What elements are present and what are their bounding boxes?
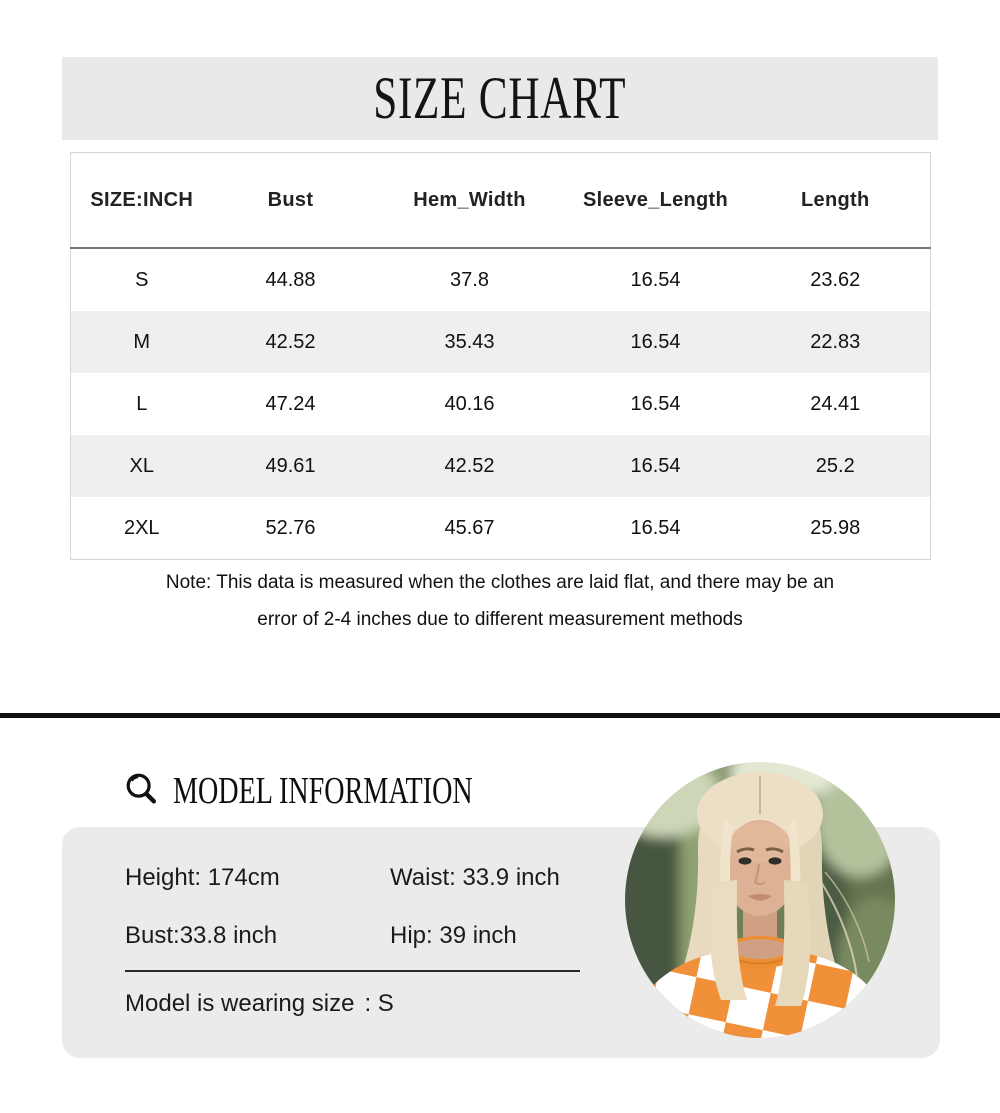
table-cell: 42.52 <box>265 330 316 353</box>
model-photo <box>625 762 895 1038</box>
table-cell: 44.88 <box>265 268 316 291</box>
measurement-note <box>0 564 1000 638</box>
table-cell: 23.62 <box>810 268 861 291</box>
table-cell: 37.8 <box>450 268 489 291</box>
stats-divider-line <box>125 970 580 972</box>
column-header: Sleeve_Length <box>571 153 741 249</box>
model-wearing-size <box>125 990 394 1018</box>
table-cell: 22.83 <box>810 330 861 353</box>
column-header: Hem_Width <box>369 153 571 249</box>
table-cell: 24.41 <box>810 392 861 415</box>
table-cell: 42.52 <box>444 454 495 477</box>
table-row <box>71 248 931 311</box>
section-divider <box>0 713 1000 718</box>
table-cell: L <box>136 392 148 415</box>
table-cell: 45.67 <box>444 516 495 539</box>
table-cell: 49.61 <box>265 454 316 477</box>
stat-item: Hip: 39 inch <box>390 922 517 949</box>
column-header: SIZE:INCH <box>71 153 213 249</box>
table-header-row <box>71 153 931 249</box>
table-cell: 16.54 <box>630 454 681 477</box>
table-cell: 25.98 <box>810 516 861 539</box>
table-cell: 35.43 <box>444 330 495 353</box>
magnifier-icon <box>122 770 160 813</box>
stat-item: Waist: 33.9 inch <box>390 864 560 891</box>
note-line: error of 2-4 inches due to different measurement methods <box>257 609 743 630</box>
table-cell: 16.54 <box>630 392 681 415</box>
size-chart-banner <box>62 57 938 140</box>
table-cell: S <box>135 268 149 291</box>
size-chart-table <box>70 152 931 560</box>
column-header: Length <box>741 153 931 249</box>
wearing-label: Model is wearing size <box>125 990 355 1017</box>
table-cell: 16.54 <box>630 330 681 353</box>
table-cell: 47.24 <box>265 392 316 415</box>
table-row <box>71 497 931 560</box>
table-row <box>71 435 931 497</box>
table-cell: XL <box>129 454 154 477</box>
model-stats <box>125 862 560 952</box>
table-row <box>71 373 931 435</box>
wearing-value: : S <box>364 990 394 1017</box>
stat-item: Height: 174cm <box>125 864 280 891</box>
model-info-heading <box>122 771 578 811</box>
model-info-title: MODEL INFORMATION <box>173 770 473 812</box>
table-row <box>71 311 931 373</box>
table-body <box>71 248 931 560</box>
table-cell: 40.16 <box>444 392 495 415</box>
table-cell: 2XL <box>123 516 160 539</box>
column-header: Bust <box>213 153 369 249</box>
stat-item: Bust:33.8 inch <box>125 922 278 949</box>
note-line: Note: This data is measured when the clothes are laid flat, and there may be an <box>165 572 835 593</box>
table-cell: 52.76 <box>265 516 316 539</box>
table-cell: 16.54 <box>630 516 681 539</box>
table-cell: M <box>133 330 151 353</box>
table-cell: 16.54 <box>630 268 681 291</box>
size-chart-title: SIZE CHART <box>373 65 627 131</box>
table-cell: 25.2 <box>815 454 855 477</box>
